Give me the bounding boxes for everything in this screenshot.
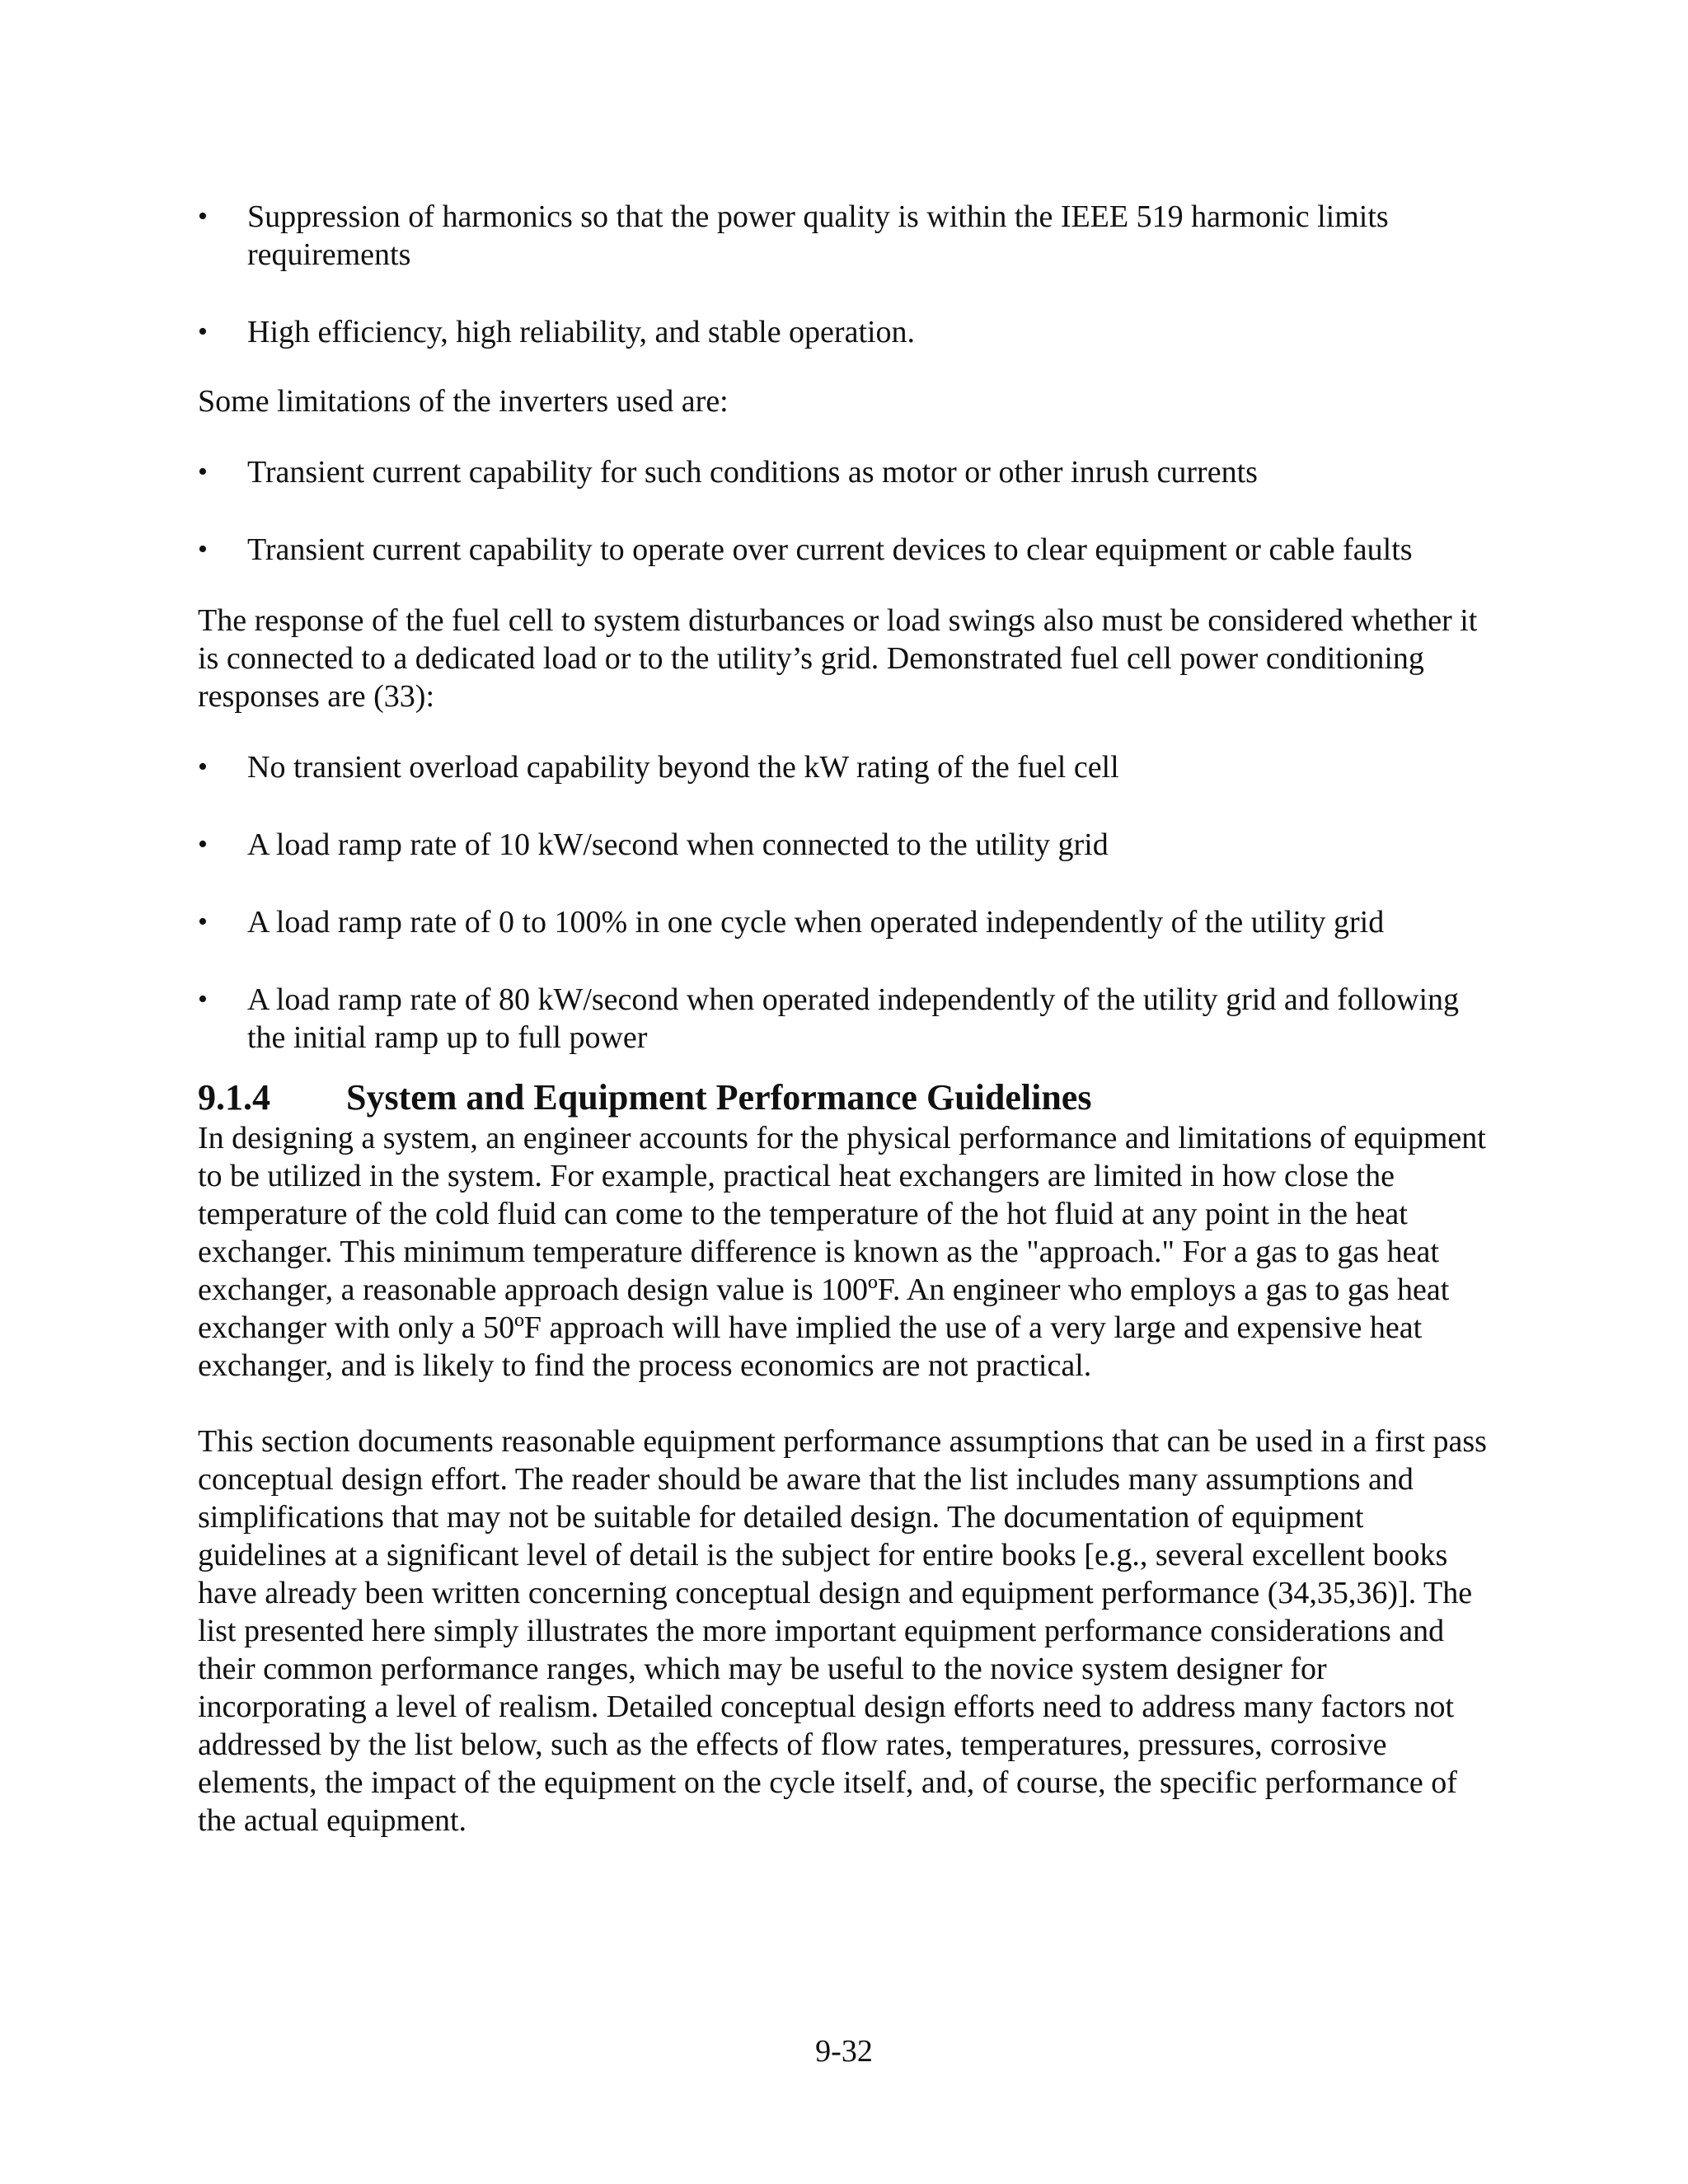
section-number: 9.1.4: [198, 1077, 270, 1118]
section-heading: [198, 1076, 1500, 1119]
bullet-item: • A load ramp rate of 80 kW/second when operated independently of the utility grid and following the initial ramp up to full power: [198, 981, 1500, 1057]
bullet-item: • High efficiency, high reliability, and stable operation.: [198, 313, 1500, 351]
bullet-item: • Suppression of harmonics so that the power quality is within the IEEE 519 harmonic limits requirements: [198, 198, 1500, 274]
response-paragraph: The response of the fuel cell to system disturbances or load swings also must be considered whether it is connected to a dedicated load or to the utility’s grid. Demonstrated fuel cell power conditioning responses are (33):: [198, 603, 1478, 714]
bullet-item: • Transient current capability to operate over current devices to clear equipment or cable faults: [198, 531, 1500, 569]
bullet-item: • A load ramp rate of 0 to 100% in one cycle when operated independently of the utility grid: [198, 903, 1500, 941]
section-title: System and Equipment Performance Guidelines: [346, 1077, 1092, 1118]
page-number: 9-32: [815, 2034, 873, 2069]
bullet-item: • No transient overload capability beyond the kW rating of the fuel cell: [198, 748, 1500, 786]
bullet-item: • Transient current capability for such conditions as motor or other inrush currents: [198, 453, 1500, 491]
bullet-list-limitations: [198, 453, 1500, 569]
section-paragraph: This section documents reasonable equipment performance assumptions that can be used in a first pass conceptual design effort. The reader should be aware that the list includes many assumptions and simplifications that may not be suitable for detailed design. The documentation of equipment guidelines at a significant level of detail is the subject for entire books [e.g., several excellent books have already been written concerning conceptual design and equipment performance (34,35,36)]. The list presented here simply illustrates the more important equipment performance considerations and their common performance ranges, which may be useful to the novice system designer for incorporating a level of realism. Detailed conceptual design efforts need to address many factors not addressed by the list below, such as the effects of flow rates, temperatures, pressures, corrosive elements, the impact of the equipment on the cycle itself, and, of course, the specific performance of the actual equipment.: [198, 1424, 1487, 1838]
bullet-list-top: [198, 198, 1500, 351]
bullet-list-responses: [198, 748, 1500, 1057]
limitations-intro: Some limitations of the inverters used are:: [198, 384, 729, 419]
page-content: [198, 198, 1500, 1840]
bullet-item: • A load ramp rate of 10 kW/second when connected to the utility grid: [198, 826, 1500, 864]
section-paragraph: In designing a system, an engineer accounts for the physical performance and limitations of equipment to be utilized in the system. For example, practical heat exchangers are limited in how close the temperature of the cold fluid can come to the temperature of the hot fluid at any point in the heat exchanger. This minimum temperature difference is known as the "approach." For a gas to gas heat exchanger, a reasonable approach design value is 100ºF. An engineer who employs a gas to gas heat exchanger with only a 50ºF approach will have implied the use of a very large and expensive heat exchanger, and is likely to find the process economics are not practical.: [198, 1121, 1486, 1383]
